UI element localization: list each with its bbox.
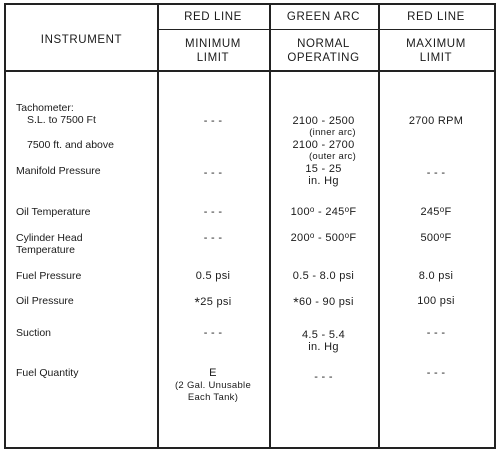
row-fuel-qty-min-note: (2 Gal. Unusable xyxy=(174,380,252,391)
row-fuel-press-normal: 0.5 - 8.0 psi xyxy=(292,270,355,282)
row-oil-temp-label: Oil Temperature xyxy=(16,206,91,218)
instrument-markings-table xyxy=(4,3,496,449)
row-cht-max: 500$^o$F xyxy=(420,231,452,244)
row-tach-outer-note: (outer arc) xyxy=(308,151,357,162)
row-suction-min: - - - xyxy=(203,327,223,339)
header-green-arc: GREEN ARC xyxy=(286,11,361,23)
row-manifold-normal: 15 - 25 xyxy=(305,163,342,175)
row-suction-normal-unit: in. Hg xyxy=(308,341,339,353)
row-fuel-press-label: Fuel Pressure xyxy=(16,270,82,282)
row-tach-min: - - - xyxy=(203,115,223,127)
row-oil-temp-normal: 100$^o$ - 245$^o$F xyxy=(290,205,357,218)
header-minimum: MINIMUM xyxy=(185,38,241,50)
row-tach-normal-outer: 2100 - 2700 xyxy=(292,139,355,151)
row-suction-normal: 4.5 - 5.4 xyxy=(301,329,346,341)
row-oil-temp-max: 245$^o$F xyxy=(420,205,452,218)
row-fuel-press-min: 0.5 psi xyxy=(195,270,231,282)
header-maximum: MAXIMUM xyxy=(406,38,466,50)
row-manifold-min: - - - xyxy=(203,167,223,179)
header-red-line-min: RED LINE xyxy=(184,11,242,23)
row-cht-label-2: Temperature xyxy=(16,244,75,256)
row-fuel-qty-normal: - - - xyxy=(314,371,333,383)
header-normal: NORMAL xyxy=(297,38,350,50)
header-operating: OPERATING xyxy=(287,52,360,64)
header-bottom-rule xyxy=(6,70,494,72)
row-oil-press-normal: *60 - 90 psi xyxy=(293,294,354,310)
row-fuel-qty-min: E xyxy=(209,367,217,379)
row-tach-inner-note: (inner arc) xyxy=(309,127,356,138)
row-manifold-max: - - - xyxy=(426,167,446,179)
asterisk-mark: * xyxy=(194,294,201,310)
row-manifold-normal-unit: in. Hg xyxy=(308,175,339,187)
row-tach-normal-inner: 2100 - 2500 xyxy=(292,115,355,127)
row-oil-temp-min: - - - xyxy=(203,206,223,218)
row-fuel-qty-label: Fuel Quantity xyxy=(16,367,79,379)
row-cht-normal: 200$^o$ - 500$^o$F xyxy=(290,231,357,244)
row-tach-max: 2700 RPM xyxy=(408,115,464,127)
row-suction-label: Suction xyxy=(16,327,52,339)
row-tach-label-sl: S.L. to 7500 Ft xyxy=(27,114,96,126)
row-suction-max: - - - xyxy=(426,327,446,339)
row-oil-press-label: Oil Pressure xyxy=(16,295,74,307)
row-tach-label: Tachometer: xyxy=(16,102,74,114)
header-instrument: INSTRUMENT xyxy=(40,34,123,46)
row-fuel-qty-max: - - - xyxy=(426,367,446,379)
row-fuel-press-max: 8.0 psi xyxy=(418,270,454,282)
asterisk-mark: * xyxy=(293,294,300,310)
row-manifold-label: Manifold Pressure xyxy=(16,165,101,177)
row-fuel-qty-min-note-2: Each Tank) xyxy=(187,392,239,403)
row-oil-press-min: *25 psi xyxy=(194,294,232,310)
row-tach-label-above: 7500 ft. and above xyxy=(27,139,114,151)
row-cht-min: - - - xyxy=(203,232,223,244)
row-cht-label: Cylinder Head xyxy=(16,232,83,244)
header-red-line-max: RED LINE xyxy=(407,11,465,23)
header-divider xyxy=(157,29,494,30)
row-oil-press-max: 100 psi xyxy=(417,295,455,307)
header-minimum-limit: LIMIT xyxy=(196,52,230,64)
header-maximum-limit: LIMIT xyxy=(419,52,453,64)
